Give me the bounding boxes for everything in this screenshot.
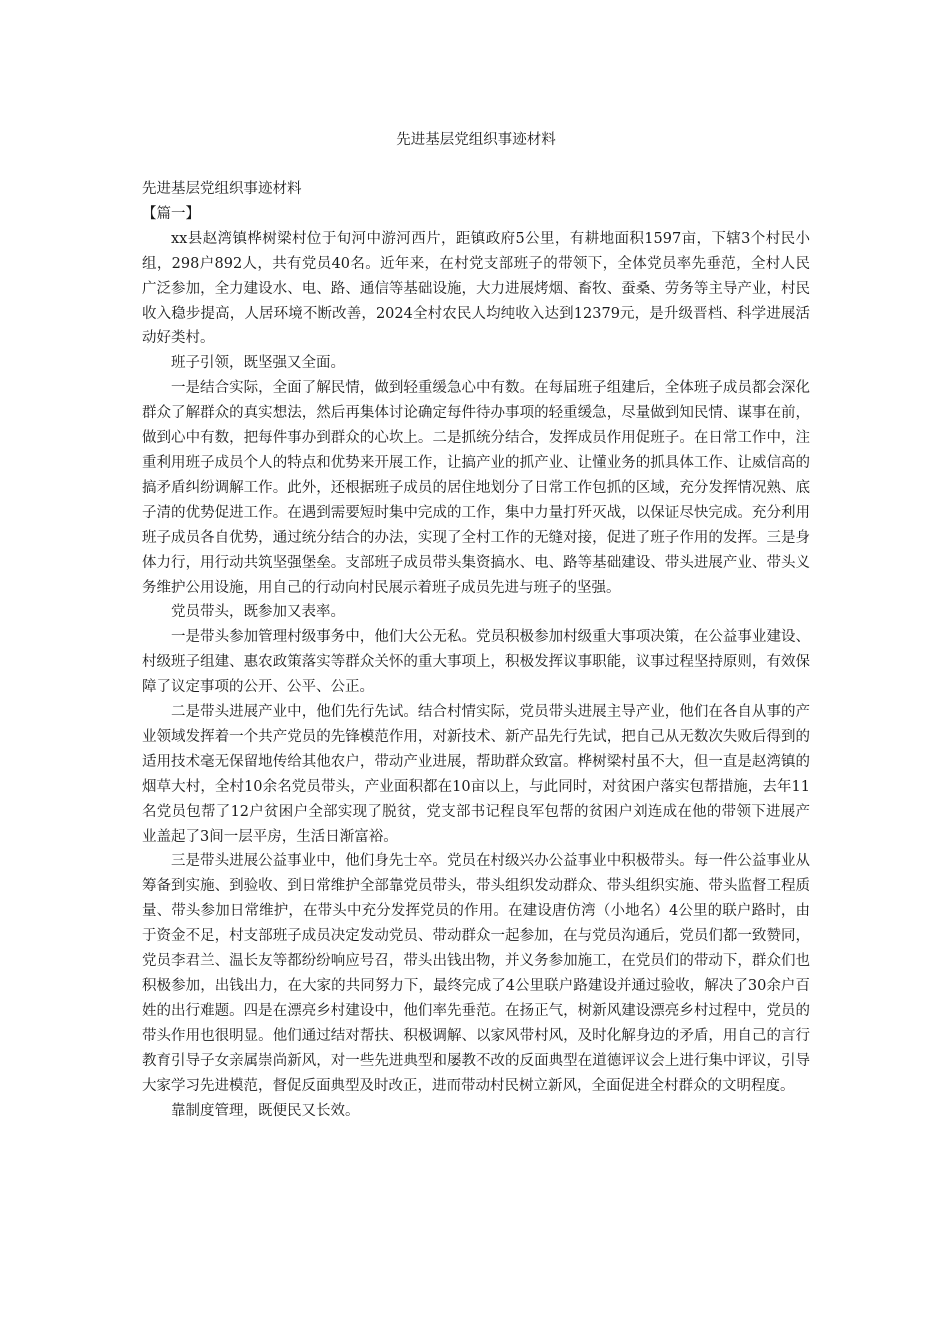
paragraph-intro: xx县赵湾镇桦树梁村位于旬河中游河西片，距镇政府5公里，有耕地面积1597亩，下辖3个村民小组，298户892人，共有党员40名。近年来，在村党支部班子的带领下，全体党员率先垂范，全村人民广泛参加，全力建设水、电、路、通信等基础设施，大力进展烤烟、畜牧、蚕桑、劳务等主导产业，村民收入稳步提高，人居环境不断改善，2024全村农民人均纯收入达到12379元，是升级晋档、科学进展活动好类村。 — [142, 230, 810, 347]
paragraph-village-affairs: 一是带头参加管理村级事务中，他们大公无私。党员积极参加村级重大事项决策，在公益事业建设、村级班子组建、惠农政策落实等群众关怀的重大事项上，积极发挥议事职能，议事过程坚持原则，有效保障了议定事项的公开、公平、公正。 — [142, 629, 810, 696]
paragraph-industry: 二是带头进展产业中，他们先行先试。结合村情实际，党员带头进展主导产业，他们在各自从事的产业领域发挥着一个共产党员的先锋模范作用，对新技术、新产品先行先试，把自己从无数次失败后得到的适用技术毫无保留地传给其他农户，带动产业进展，帮助群众致富。桦树梁村虽不大，但一直是赵湾镇的烟草大村，全村10余名党员带头，产业面积都在10亩以上，与此同时，对贫困户落实包帮措施，去年11名党员包帮了12户贫困户全部实现了脱贫，党支部书记程良军包帮的贫困户刘连成在他的带领下进展产业盖起了3间一层平房，生活日渐富裕。 — [142, 704, 810, 845]
heading-system-management: 靠制度管理，既便民又长效。 — [171, 1102, 360, 1119]
heading-leadership: 班子引领，既坚强又全面。 — [171, 355, 345, 372]
heading-party-members: 党员带头，既参加又表率。 — [171, 604, 345, 621]
section-label: 【篇一】 — [142, 205, 200, 222]
paragraph-public-welfare: 三是带头进展公益事业中，他们身先士卒。党员在村级兴办公益事业中积极带头。每一件公益事业从筹备到实施、到验收、到日常维护全部靠党员带头，带头组织发动群众、带头组织实施、带头监督工程质量、带头参加日常维护，在带头中充分发挥党员的作用。在建设唐仿湾（小地名）4公里的联户路时，由于资金不足，村支部班子成员决定发动党员、带动群众一起参加，在与党员沟通后，党员们都一致赞同，党员李君兰、温长友等都纷纷响应号召，带头出钱出物，并义务参加施工，在党员们的带动下，群众们也积极参加，出钱出力，在大家的共同努力下，最终完成了4公里联户路建设并通过验收，解决了30余户百姓的出行难题。四是在漂亮乡村建设中，他们率先垂范。在扬正气，树新风建设漂亮乡村过程中，党员的带头作用也很明显。他们通过结对帮扶、积极调解、以家风带村风，及时化解身边的矛盾，用自己的言行教育引导子女亲属崇尚新风，对一些先进典型和屡教不改的反面典型在道德评议会上进行集中评议，引导大家学习先进模范，督促反面典型及时改正，进而带动村民树立新风，全面促进全村群众的文明程度。 — [142, 853, 810, 1094]
document-subtitle: 先进基层党组织事迹材料 — [142, 181, 302, 197]
document-body — [142, 177, 810, 1123]
document-title: 先进基层党组织事迹材料 — [396, 132, 556, 148]
paragraph-leadership: 一是结合实际，全面了解民情，做到轻重缓急心中有数。在每届班子组建后，全体班子成员都会深化群众了解群众的真实想法，然后再集体讨论确定每件待办事项的轻重缓急，尽量做到知民情、谋事在前，做到心中有数，把每件事办到群众的心坎上。二是抓统分结合，发挥成员作用促班子。在日常工作中，注重利用班子成员个人的特点和优势来开展工作，让搞产业的抓产业、让懂业务的抓具体工作、让威信高的搞矛盾纠纷调解工作。此外，还根据班子成员的居住地划分了日常工作包抓的区域，充分发挥情况熟、底子清的优势促进工作。在遇到需要短时集中完成的工作，集中力量打歼灭战，以保证尽快完成。充分利用班子成员各自优势，通过统分结合的办法，实现了全村工作的无缝对接，促进了班子作用的发挥。三是身体力行，用行动共筑坚强堡垒。支部班子成员带头集资搞水、电、路等基础建设、带头进展产业、带头义务维护公用设施，用自己的行动向村民展示着班子成员先进与班子的坚强。 — [142, 380, 810, 596]
